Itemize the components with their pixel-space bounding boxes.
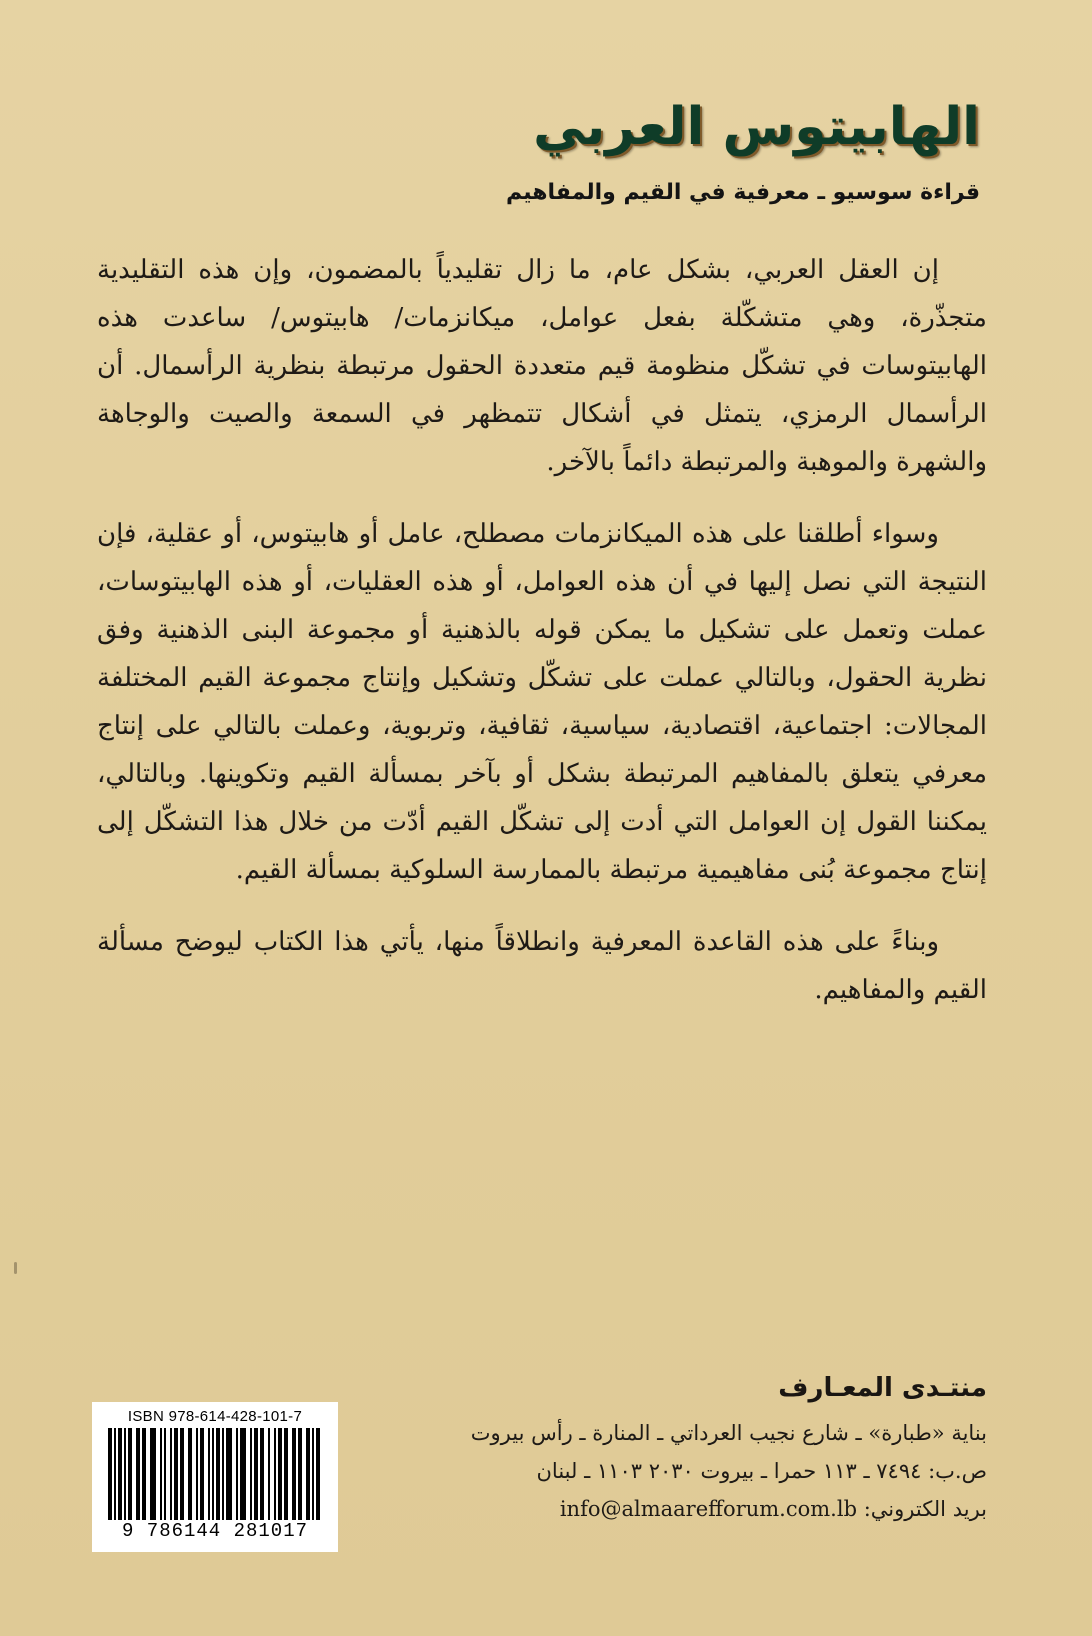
barcode-bar — [316, 1428, 320, 1520]
barcode-bar — [260, 1428, 264, 1520]
barcode-bars — [102, 1428, 328, 1520]
barcode-bar — [160, 1428, 162, 1520]
barcode-bar — [216, 1428, 220, 1520]
book-title: الهابيتوس العربي — [533, 97, 980, 157]
barcode-bar — [174, 1428, 178, 1520]
isbn-label: ISBN 978-614-428-101-7 — [127, 1408, 303, 1425]
barcode-bar — [150, 1428, 156, 1520]
publisher-name: منتـدى المعـارف — [778, 1373, 987, 1403]
barcode-bar — [164, 1428, 166, 1520]
barcode-bar — [188, 1428, 192, 1520]
barcode-bar — [222, 1428, 224, 1520]
blurb-paragraph-2: وسواء أطلقنا على هذه الميكانزمات مصطلح، عامل أو هابيتوس، أو عقلية، فإن النتيجة التي نصل إليها في أن هذه العوامل، أو هذه العقليات، أو هذه الهابيتوسات، عملت وتعمل على تشكيل ما يمكن قوله بالذهنية أو مجموعة البنى الذهنية وفق نظرية الحقول، وبالتالي عملت على تشكّل وتشكيل وإنتاج مجموعة القيم المختلفة المجالات: اجتماعية، اقتصادية، سياسية، ثقافية، وتربوية، وعملت بالتالي على إنتاج معرفي يتعلق بالمفاهيم المرتبطة بشكل أو بآخر بمسألة القيم وتكوينها. وبالتالي، يمكننا القول إن العوامل التي أدت إلى تشكّل القيم أدّت من خلال هذا التشكّل إلى إنتاج مجموعة بُنى مفاهيمية مرتبطة بالممارسة السلوكية بمسألة القيم. — [97, 519, 988, 885]
barcode-bar — [268, 1428, 270, 1520]
barcode-bar — [114, 1428, 116, 1520]
barcode-bar — [200, 1428, 204, 1520]
barcode-bar — [180, 1428, 184, 1520]
email-label: بريد الكتروني: — [863, 1497, 987, 1521]
barcode-bar — [292, 1428, 296, 1520]
barcode-bar — [274, 1428, 276, 1520]
print-speck — [14, 1262, 17, 1274]
blurb-paragraph-1: إن العقل العربي، بشكل عام، ما زال تقليدياً بالمضمون، وإن هذه التقليدية متجذّرة، وهي متشكّلة بفعل عوامل، ميكانزمات/ هابيتوس/ ساعدت هذه الهابيتوسات في تشكّل منظومة قيم متعددة الحقول مرتبطة بنظرية الرأسمال. أن الرأسمال الرمزي، يتمثل في أشكال تتمظهر في السمعة والصيت والوجاهة والشهرة والموهبة والمرتبطة دائماً بالآخر. — [97, 255, 987, 477]
barcode-bar — [108, 1428, 112, 1520]
barcode-bar — [208, 1428, 210, 1520]
barcode-bar — [124, 1428, 126, 1520]
book-subtitle: قراءة سوسيو ـ معرفية في القيم والمفاهيم — [506, 180, 980, 205]
barcode-bar — [306, 1428, 310, 1520]
blurb-paragraph-3: وبناءً على هذه القاعدة المعرفية وانطلاقاً منها، يأتي هذا الكتاب ليوضح مسألة القيم والمفاهيم. — [97, 927, 987, 1005]
publisher-email-line — [427, 1490, 987, 1528]
barcode-bar — [128, 1428, 132, 1520]
barcode-bar — [226, 1428, 232, 1520]
blurb-text — [97, 246, 987, 1038]
isbn-digits: 9 786144 281017 — [121, 1520, 309, 1542]
barcode-bar — [312, 1428, 314, 1520]
barcode-bar — [298, 1428, 302, 1520]
publisher-info — [427, 1368, 987, 1528]
publisher-address: بناية «طبارة» ـ شارع نجيب العرداتي ـ المنارة ـ رأس بيروت — [470, 1421, 987, 1445]
barcode-bar — [142, 1428, 146, 1520]
barcode-bar — [136, 1428, 140, 1520]
barcode-bar — [170, 1428, 172, 1520]
barcode-bar — [196, 1428, 198, 1520]
barcode-bar — [212, 1428, 214, 1520]
barcode-bar — [240, 1428, 246, 1520]
isbn-barcode — [92, 1402, 338, 1552]
barcode-bar — [236, 1428, 238, 1520]
barcode-bar — [284, 1428, 288, 1520]
publisher-pobox: ص.ب: ٧٤٩٤ ـ ١١٣ حمرا ـ بيروت ٢٠٣٠ ١١٠٣ ـ لبنان — [536, 1459, 987, 1483]
barcode-bar — [118, 1428, 122, 1520]
publisher-email: info@almaarefforum.com.lb — [559, 1497, 858, 1521]
barcode-bar — [250, 1428, 252, 1520]
barcode-bar — [278, 1428, 282, 1520]
barcode-bar — [254, 1428, 258, 1520]
